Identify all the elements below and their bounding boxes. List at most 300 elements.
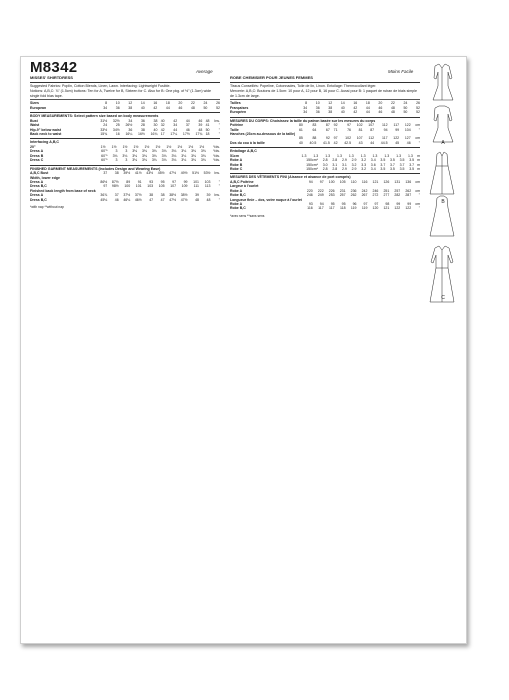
table-cell: 38 [140, 127, 145, 132]
table-cell: 41 [205, 123, 210, 128]
row-label: Tailles [230, 101, 241, 106]
view-label-a: A [441, 140, 445, 146]
table-cell: 52 [416, 110, 420, 115]
table-cell: 102 [356, 123, 363, 128]
row-label: Dress A [30, 149, 44, 154]
table-cell: 8 [305, 101, 308, 106]
table-cell: 267 [361, 193, 368, 198]
table-cell: 48 [195, 197, 199, 202]
table-cell: cm [415, 123, 420, 128]
table-cell: 246 [306, 193, 313, 198]
table-cell: 231 [339, 188, 346, 193]
table-cell: Yds. [212, 158, 220, 163]
table-cell: 16¾ [150, 132, 158, 136]
fabrics-fr: Tissus Conseillés: Popeline, Cotonnades, Toile de lin, Linon. Entoilage: Thermocollant léger. [230, 83, 377, 88]
table-cell: 48 [190, 105, 195, 110]
table-cell: " [218, 127, 220, 132]
table-cell: 3⅛ [200, 149, 206, 154]
table-cell: 1.3 [348, 153, 354, 158]
table-cell: 3.1 [341, 162, 347, 167]
table-cell: 2.8 [322, 158, 328, 163]
table-cell: 287 [405, 193, 412, 198]
table-cell: 48 [198, 127, 203, 132]
table-cell: m [417, 158, 420, 163]
table-cell: 3⅛ [142, 149, 147, 154]
table-cell: " [418, 127, 420, 132]
table-cell: 36 [128, 127, 133, 132]
table-cell: 150cm* [306, 158, 319, 163]
table-cell: 94 [308, 180, 313, 185]
table-cell: 109 [181, 184, 188, 189]
table-cell: 150cm* [306, 162, 319, 167]
table-cell: 99 [396, 202, 401, 207]
table-cell: " [218, 197, 220, 202]
body-table-en [30, 119, 220, 137]
table-cell: 32½ [112, 118, 120, 123]
table-cell: 3⅛ [151, 158, 157, 163]
table-cell: 12 [328, 101, 333, 106]
footnote-fr: *avec sens **sans sens [230, 213, 265, 218]
table-cell: 2.9 [341, 167, 347, 172]
table-cell: 1.3 [360, 153, 366, 158]
row-label: Dress C [30, 158, 44, 163]
table-cell: 46 [114, 197, 119, 202]
row-label: European [30, 105, 47, 110]
table-cell: 39 [198, 123, 203, 128]
row-label: Dress A [30, 193, 44, 198]
table-cell: " [218, 184, 220, 189]
table-cell: 3.5 [380, 158, 386, 163]
table-cell: 37 [103, 171, 108, 176]
table-cell: 107 [356, 136, 363, 141]
table-cell: 28 [140, 123, 145, 128]
row-label: Dress A [30, 180, 44, 185]
table-cell: 226 [328, 188, 335, 193]
table-cell: 48 [390, 105, 395, 110]
table-cell: 80 [298, 123, 303, 128]
table-cell: 96 [352, 202, 357, 207]
table-cell: 22 [190, 101, 195, 106]
table-cell: 22 [390, 101, 395, 106]
table-cell: 100 [328, 180, 335, 185]
table-cell: 136 [405, 180, 412, 185]
table-cell: 33½ [100, 127, 108, 132]
table-cell: 1.3 [408, 153, 413, 158]
table-cell: 97 [347, 123, 352, 128]
table-cell: 1½ [133, 145, 139, 149]
table-cell: 42 [160, 127, 165, 132]
table-cell: 34 [303, 110, 308, 115]
table-cell: 48 [206, 197, 211, 202]
table-cell: 105 [158, 184, 165, 189]
table-cell: 44 [365, 110, 370, 115]
table-cell: 3.5 [380, 167, 386, 172]
table-cell: 89 [126, 180, 131, 185]
table-cell: 61 [298, 127, 303, 132]
table-cell: 262 [405, 188, 412, 193]
fabrics-en: Suggested Fabrics: Poplin, Cotton Blends, Linen, Lawn. Interfacing: Lightweight Fusible. [30, 83, 171, 88]
table-cell: " [418, 193, 420, 198]
table-cell: 46 [178, 105, 183, 110]
table-cell: 3⅛ [142, 153, 147, 158]
table-cell: 45⅛ [100, 197, 108, 202]
table-cell: 16 [115, 132, 120, 136]
table-cell: 52 [216, 105, 220, 110]
table-cell: 3⅛ [161, 158, 167, 163]
table-cell: 52 [416, 105, 420, 110]
row-label: Hanches (23cm au-dessous de la taille) [230, 132, 296, 136]
row-label: Poitrine [230, 123, 244, 128]
table-cell: 3.7 [380, 162, 386, 167]
table-cell: 83 [312, 123, 317, 128]
table-cell: 98 [385, 202, 390, 207]
row-label: Largeur à l'ourlet [230, 184, 259, 189]
table-cell: 122 [404, 123, 411, 128]
table-cell: 46 [198, 118, 203, 123]
table-cell: 14 [140, 101, 145, 106]
table-cell: 117 [393, 123, 400, 128]
table-row [30, 132, 220, 136]
table-cell: 2.8 [332, 167, 338, 172]
row-label: Sizes [30, 101, 39, 106]
table-cell: 39 [195, 193, 199, 198]
table-cell: 87 [325, 123, 330, 128]
table-cell: 3 [115, 149, 118, 154]
table-cell: 1.3 [384, 153, 390, 158]
table-cell: 24 [403, 101, 408, 106]
table-cell: 1.3 [313, 153, 319, 158]
view-c-drawings [430, 246, 454, 302]
table-cell: 17¼ [170, 132, 178, 136]
table-cell: 262 [350, 193, 357, 198]
table-cell: 3⅛ [171, 153, 177, 158]
table-cell: 40 [153, 127, 158, 132]
row-label: Bust [30, 118, 38, 123]
table-cell: 118 [339, 206, 346, 211]
table-cell: 45 [395, 140, 400, 145]
table-cell: 41.5 [323, 140, 330, 145]
table-cell: 44.5 [380, 140, 388, 145]
table-cell: 97 [319, 180, 324, 185]
table-cell: 42.5 [344, 140, 352, 145]
table-cell: 94 [383, 127, 388, 132]
table-cell: 102 [345, 136, 352, 141]
table-cell: 46½ [134, 197, 142, 202]
row-label: Françaises [230, 105, 249, 110]
table-cell: 44 [185, 118, 190, 123]
table-cell: 3⅛ [122, 153, 128, 158]
table-cell: 3 [125, 158, 128, 163]
row-label: Waist [30, 123, 40, 128]
table-cell: 86½ [100, 180, 108, 185]
table-cell: 1.3 [372, 153, 378, 158]
table-cell: 43½ [146, 171, 154, 176]
table-cell: 3.5 [409, 158, 415, 163]
table-cell: 1½ [199, 145, 205, 149]
interfacing-title-en: Interfacing A,B,C [30, 138, 220, 145]
table-cell: Yds. [212, 149, 220, 154]
table-cell: 100 [124, 184, 131, 189]
table-cell: 36 [140, 118, 145, 123]
table-cell: cm [415, 188, 420, 193]
table-cell: 242 [361, 188, 368, 193]
table-cell: 122 [394, 206, 401, 211]
table-cell: 42 [353, 110, 358, 115]
yardage-table-fr [230, 158, 420, 171]
table-cell: 1½ [188, 145, 194, 149]
table-cell: 111 [193, 184, 199, 189]
table-cell: 117 [381, 136, 388, 141]
table-cell: 38½ [180, 193, 188, 198]
table-cell: 101 [193, 180, 199, 185]
notions-fr: Mercerie: A,B,C: Boutons de 1.5cm: 10 pour A, 12 pour B, 16 pour C. Aussi pour B: 1 paquet de ruban de biais simple de 1.3cm de large. [230, 89, 417, 98]
table-cell: 34 [128, 118, 133, 123]
table-cell: 36 [115, 105, 120, 110]
table-cell: 3⅛ [200, 158, 206, 163]
table-cell: 39½ [123, 171, 131, 176]
table-cell: 47½ [180, 197, 188, 202]
table-cell: 2.8 [322, 167, 328, 172]
row-label: Robe A [230, 158, 243, 163]
table-cell: 64 [312, 127, 317, 132]
table-cell: 3⅛ [171, 149, 177, 154]
row-label: Dress B,C [30, 184, 47, 189]
table-cell: 44 [365, 105, 370, 110]
garment-line-drawings [425, 62, 461, 307]
table-cell: 97 [172, 180, 177, 185]
table-cell: 34 [103, 105, 108, 110]
table-cell: 1½ [155, 145, 161, 149]
body-measurements-title-fr: MESURES DU CORPS: Choisissez la taille du patron basée sur les mesures du corps [230, 117, 420, 124]
finished-table-en [30, 171, 220, 202]
table-cell: 2.9 [351, 167, 357, 172]
table-cell: 272 [372, 193, 379, 198]
table-cell: 3⅛ [181, 158, 187, 163]
table-cell: 3⅛ [191, 158, 196, 163]
finished-title-fr: MESURES DES VÊTEMENTS FINI (Aisance et aisance de port compris) [230, 173, 420, 180]
table-cell: 107 [170, 184, 177, 189]
title-en: MISSES' SHIRTDRESS [30, 76, 220, 83]
table-cell: 20 [178, 101, 183, 106]
table-cell: 105 [339, 180, 346, 185]
yardage-table-en [30, 149, 220, 162]
table-cell: 3⅛ [171, 158, 177, 163]
table-cell: 97 [333, 136, 338, 141]
table-cell: 2.8 [332, 158, 338, 163]
table-cell: 42 [353, 105, 358, 110]
table-cell: 3.5 [409, 167, 415, 172]
table-cell: 3.4 [370, 167, 376, 172]
table-cell: 46 [378, 105, 383, 110]
table-cell: 47 [149, 197, 154, 202]
row-label: Longueur finie – dos, votre nuque à l'ourlet [230, 197, 302, 202]
table-cell: 39 [206, 193, 211, 198]
table-cell: cm [415, 180, 420, 185]
table-cell: 17 [160, 132, 165, 136]
table-cell: 3.0 [322, 162, 328, 167]
table-cell: 26 [416, 101, 420, 106]
table-cell: 92 [333, 123, 338, 128]
table-row [30, 198, 220, 202]
table-cell: 60"* [101, 149, 108, 154]
table-cell: 3.7 [399, 162, 405, 167]
row-label: Dress B [30, 153, 44, 158]
body-table-fr [230, 123, 420, 145]
table-cell: 42 [173, 118, 178, 123]
table-cell: 38 [149, 193, 154, 198]
notions-en: Notions: A,B,C: ⅞" (1.5cm) buttons: Ten for A, Twelve for B, Sixteen for C. Also for B: One pkg. of ½" (1.3cm) wide single fold bias tape. [30, 89, 211, 98]
row-label: Hip-9" below waist [30, 127, 62, 132]
table-cell: 60"* [101, 158, 108, 163]
table-cell: 112 [381, 123, 388, 128]
table-cell: 117 [318, 206, 324, 211]
table-cell: 3⅛ [151, 149, 157, 154]
table-cell: 10 [315, 101, 320, 106]
table-cell: 120 [372, 206, 379, 211]
table-cell: 3.7 [390, 162, 395, 167]
row-label: Robe B [230, 162, 243, 167]
table-row [230, 167, 420, 171]
table-cell: Ins. [214, 193, 220, 198]
table-cell: 116 [307, 206, 313, 211]
table-cell: 127 [404, 136, 411, 141]
table-cell: 103 [147, 184, 154, 189]
title-fr: ROBE CHEMISIER POUR JEUNES FEMMES [230, 76, 420, 83]
table-cell: 277 [383, 193, 390, 198]
table-cell: 85 [298, 136, 303, 141]
skill-level-en: Average [196, 69, 213, 74]
finished-table-fr [230, 180, 420, 211]
table-cell: 12 [128, 101, 133, 106]
table-cell: 1½ [122, 145, 128, 149]
table-cell: 101 [135, 184, 142, 189]
table-cell: 246 [372, 188, 379, 193]
table-cell: 249 [317, 193, 324, 198]
table-cell: 253 [328, 193, 335, 198]
table-cell: 2.9 [351, 158, 357, 163]
table-cell: 18 [365, 101, 370, 106]
table-cell: cm [415, 202, 420, 207]
table-cell: 126 [383, 180, 390, 185]
table-cell: 95 [341, 202, 346, 207]
table-cell: 3.4 [370, 158, 376, 163]
table-cell: 37½ [134, 193, 142, 198]
table-cell: 81 [358, 127, 363, 132]
table-cell: 30 [153, 123, 158, 128]
table-cell: 76 [347, 127, 352, 132]
table-cell: 36⅞ [100, 193, 108, 198]
table-cell: 95 [330, 202, 335, 207]
table-cell: 117 [329, 206, 335, 211]
table-cell: Yds. [212, 153, 220, 158]
table-cell: 34½ [112, 127, 120, 132]
row-label: Finished back length from base of neck [30, 188, 96, 193]
table-cell: 131 [394, 180, 401, 185]
table-cell: 37 [114, 193, 119, 198]
row-label: A,B,C Bust [30, 171, 49, 176]
table-cell: 116 [361, 180, 368, 185]
table-cell: 3.5 [390, 158, 395, 163]
table-cell: 8 [105, 101, 108, 106]
table-cell: 44 [173, 127, 178, 132]
table-cell: 93 [149, 180, 154, 185]
table-cell: 1.3 [325, 153, 331, 158]
table-cell: 3⅛ [200, 153, 206, 158]
row-label: Robe C [230, 167, 243, 172]
row-label: Taille [230, 127, 239, 132]
table-cell: 34 [303, 105, 308, 110]
view-label-b: B [441, 199, 445, 205]
table-cell: 110 [350, 180, 357, 185]
table-cell: 257 [339, 193, 346, 198]
table-cell: 103 [204, 180, 211, 185]
table-cell: 3.6 [370, 162, 376, 167]
table-cell: 3⅛ [191, 149, 196, 154]
table-cell: 36 [315, 110, 320, 115]
view-label-c: C [441, 295, 445, 301]
table-cell: 46 [378, 110, 383, 115]
table-cell: 257 [394, 188, 401, 193]
table-cell: 40 [340, 105, 345, 110]
finished-title-en: FINISHED GARMENT MEASUREMENTS (Includes Design and Wearing Ease) [30, 165, 220, 172]
table-cell: m [417, 153, 420, 158]
table-cell: 36 [315, 105, 320, 110]
table-cell: 40 [340, 110, 345, 115]
table-cell: 3⅛ [151, 153, 157, 158]
view-a-front-drawing [433, 64, 453, 100]
row-label: Width, lower edge [30, 175, 60, 180]
row-label: 20" [30, 145, 36, 149]
table-cell: 3 [125, 149, 128, 154]
table-cell: 3⅛ [132, 153, 138, 158]
table-cell: 88 [312, 136, 317, 141]
table-cell: 53½ [203, 171, 211, 176]
table-cell: cm [415, 136, 420, 141]
table-cell: 3⅛ [132, 158, 138, 163]
table-cell: 3.2 [361, 158, 367, 163]
table-cell: 32 [160, 123, 165, 128]
table-cell: 3⅛ [142, 158, 147, 163]
table-cell: 113 [204, 184, 211, 189]
table-cell: 99 [395, 127, 400, 132]
table-cell: 107 [368, 123, 375, 128]
table-cell: 92 [325, 136, 330, 141]
table-cell: 99 [407, 202, 412, 207]
table-cell: m [417, 167, 420, 172]
table-cell: 150cm* [306, 167, 319, 172]
table-cell: 119 [361, 206, 368, 211]
table-cell: Ins. [214, 171, 220, 176]
table-cell: 37 [185, 123, 190, 128]
table-cell: 99 [183, 180, 188, 185]
table-cell: 48 [390, 110, 395, 115]
table-cell: 17½ [182, 132, 190, 136]
table-cell: 3⅛ [181, 149, 187, 154]
view-a-drawings [433, 64, 453, 142]
table-cell: 16 [353, 101, 358, 106]
table-cell: " [218, 180, 220, 185]
table-cell: 3⅛ [112, 153, 118, 158]
table-cell: " [418, 140, 420, 145]
table-cell: 3⅛ [181, 153, 187, 158]
table-cell: 87½ [111, 180, 119, 185]
table-cell: 50 [205, 127, 210, 132]
table-cell: 119 [350, 206, 357, 211]
table-cell: 93 [308, 202, 313, 207]
table-cell: 220 [306, 188, 313, 193]
table-cell: 46 [185, 127, 190, 132]
table-cell: 17¾ [195, 132, 203, 136]
